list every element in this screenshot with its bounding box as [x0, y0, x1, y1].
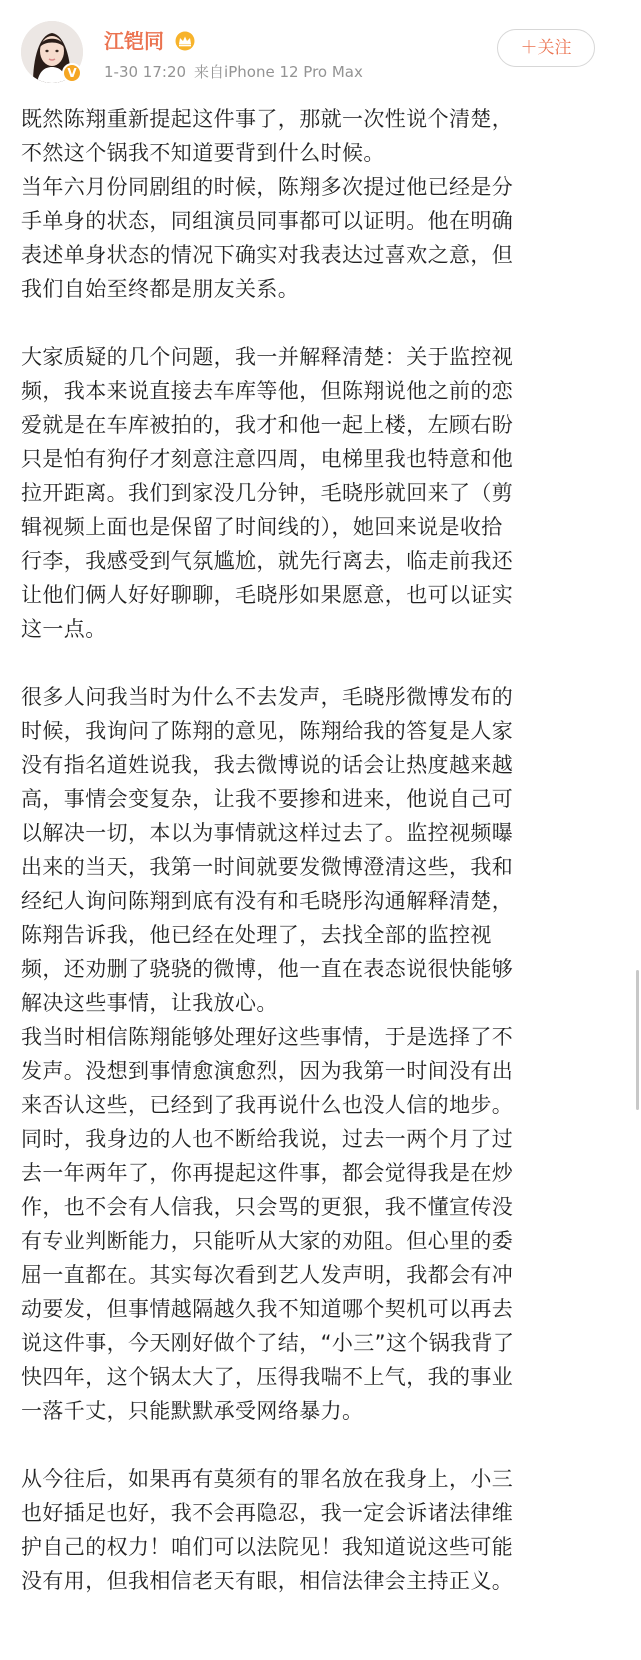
post-line: 来否认这些，已经到了我再说什么也没人信的地步。	[21, 1093, 514, 1117]
post-line: 爱就是在车库被拍的，我才和他一起上楼，左顾右盼	[21, 413, 514, 437]
post-line: 表述单身状态的情况下确实对我表达过喜欢之意，但	[21, 243, 514, 267]
post-line: 我们自始至终都是朋友关系。	[21, 277, 300, 301]
username[interactable]: 江铠同	[104, 29, 164, 53]
post-line: 时候，我询问了陈翔的意见，陈翔给我的答复是人家	[21, 719, 514, 743]
post-line: 很多人问我当时为什么不去发声，毛晓彤微博发布的	[21, 685, 514, 709]
post-line: 出来的当天，我第一时间就要发微博澄清这些，我和	[21, 855, 514, 879]
post-line: 发声。没想到事情愈演愈烈，因为我第一时间没有出	[21, 1059, 514, 1083]
post-time: 1-30 17:20	[104, 63, 187, 81]
post-line: 从今往后，如果再有莫须有的罪名放在我身上，小三	[21, 1467, 514, 1491]
post-meta	[104, 62, 363, 82]
post-line: 辑视频上面也是保留了时间线的），她回来说是收拾	[21, 515, 503, 539]
post-line: 作，也不会有人信我，只会骂的更狠，我不懂宣传没	[21, 1195, 514, 1219]
post-line: 快四年，这个锅太大了，压得我喘不上气，我的事业	[21, 1365, 514, 1389]
post-line: 同时，我身边的人也不断给我说，过去一两个月了过	[21, 1127, 514, 1151]
post-line: 屈一直都在。其实每次看到艺人发声明，我都会有冲	[21, 1263, 514, 1287]
post-source: 来自iPhone 12 Pro Max	[194, 63, 363, 81]
post-header	[0, 0, 641, 96]
post-line: 去一年两年了，你再提起这件事，都会觉得我是在炒	[21, 1161, 514, 1185]
paragraph-gap	[21, 306, 621, 340]
post-line: 只是怕有狗仔才刻意注意四周，电梯里我也特意和他	[21, 447, 514, 471]
post-line: 有专业判断能力，只能听从大家的劝阻。但心里的委	[21, 1229, 514, 1253]
post-line: 行李，我感受到气氛尴尬，就先行离去，临走前我还	[21, 549, 514, 573]
post-line: 手单身的状态，同组演员同事都可以证明。他在明确	[21, 209, 514, 233]
verified-v-badge-icon: V	[62, 63, 82, 83]
post-line: 既然陈翔重新提起这件事了，那就一次性说个清楚，	[21, 107, 514, 131]
post-line: 一落千丈，只能默默承受网络暴力。	[21, 1399, 364, 1423]
post-line: 经纪人询问陈翔到底有没有和毛晓彤沟通解释清楚，	[21, 889, 514, 913]
post-line: 没有用，但我相信老天有眼，相信法律会主持正义。	[21, 1569, 514, 1593]
post-line: 高，事情会变复杂，让我不要掺和进来，他说自己可	[21, 787, 514, 811]
post-text	[21, 102, 621, 1598]
paragraph-gap	[21, 1428, 621, 1462]
post-line: 解决这些事情，让我放心。	[21, 991, 278, 1015]
post-line: 当年六月份同剧组的时候，陈翔多次提过他已经是分	[21, 175, 514, 199]
post-line: 大家质疑的几个问题，我一并解释清楚：关于监控视	[21, 345, 514, 369]
post-line: 我当时相信陈翔能够处理好这些事情，于是选择了不	[21, 1025, 514, 1049]
post-line: 频，还劝删了骁骁的微博，他一直在表态说很快能够	[21, 957, 514, 981]
scrollbar[interactable]	[636, 970, 639, 1110]
follow-button[interactable]: ＋关注	[497, 29, 595, 67]
post-line: 没有指名道姓说我，我去微博说的话会让热度越来越	[21, 753, 514, 777]
crown-member-badge-icon	[174, 31, 196, 51]
post-line: 陈翔告诉我，他已经在处理了，去找全部的监控视	[21, 923, 492, 947]
post-line: 拉开距离。我们到家没几分钟，毛晓彤就回来了（剪	[21, 481, 514, 505]
post-line: 让他们俩人好好聊聊，毛晓彤如果愿意，也可以证实	[21, 583, 514, 607]
post-line: 护自己的权力！咱们可以法院见！我知道说这些可能	[21, 1535, 514, 1559]
post-line: 频，我本来说直接去车库等他，但陈翔说他之前的恋	[21, 379, 514, 403]
post-line: 不然这个锅我不知道要背到什么时候。	[21, 141, 385, 165]
paragraph-gap	[21, 646, 621, 680]
post-line: 这一点。	[21, 617, 107, 641]
post-line: 也好插足也好，我不会再隐忍，我一定会诉诸法律维	[21, 1501, 514, 1525]
post-line: 动要发，但事情越隔越久我不知道哪个契机可以再去	[21, 1297, 514, 1321]
post-line: 以解决一切，本以为事情就这样过去了。监控视频曝	[21, 821, 514, 845]
post-line: 说这件事，今天刚好做个了结，“小三”这个锅我背了	[21, 1331, 515, 1355]
